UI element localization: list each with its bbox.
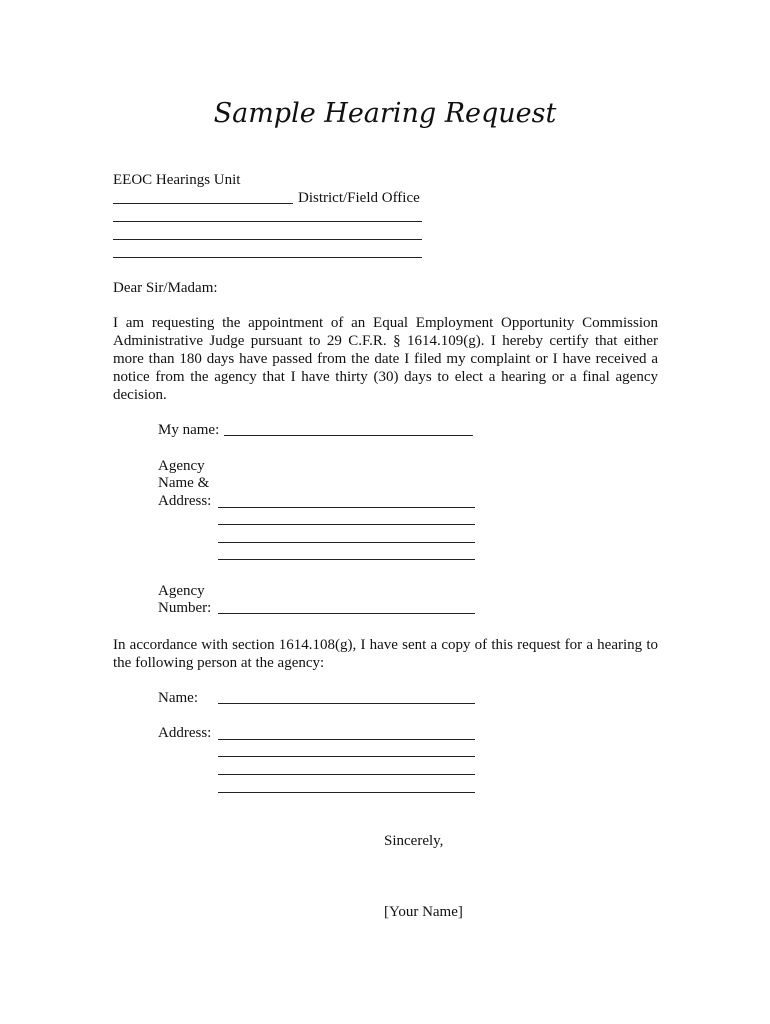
agency-label-3: Address: — [158, 493, 212, 509]
contact-address-line-1[interactable] — [218, 739, 475, 740]
office-label: District/Field Office — [298, 190, 420, 206]
agency-label-2: Name & — [158, 475, 210, 491]
my-name-label: My name: — [158, 422, 220, 438]
closing: Sincerely, — [384, 833, 444, 849]
agency-address-line-4[interactable] — [218, 559, 475, 560]
contact-name-line[interactable] — [218, 703, 475, 704]
agency-address-line-3[interactable] — [218, 542, 475, 543]
contact-address-label: Address: — [158, 725, 212, 741]
office-name-line[interactable] — [113, 203, 293, 204]
contact-name-label: Name: — [158, 690, 198, 706]
agency-address-line-1[interactable] — [218, 507, 475, 508]
agency-address-line-2[interactable] — [218, 524, 475, 525]
my-name-line[interactable] — [224, 435, 473, 436]
agency-number-line[interactable] — [218, 613, 475, 614]
signature-name: [Your Name] — [384, 904, 463, 920]
contact-address-line-2[interactable] — [218, 756, 475, 757]
agency-number-label-1: Agency — [158, 583, 205, 599]
contact-address-line-4[interactable] — [218, 792, 475, 793]
copy-paragraph: In accordance with section 1614.108(g), I have sent a copy of this request for a hearing to the following person at the agency: — [113, 637, 658, 671]
address-line-3[interactable] — [113, 257, 422, 258]
agency-number-label-2: Number: — [158, 600, 212, 616]
request-paragraph: I am requesting the appointment of an Equal Employment Opportunity Commission Administrative Judge pursuant to 29 C.F.R. § 1614.109(g). I hereby certify that either more than 180 days have passed from the date I filed my complaint or I have received a notice from the agency that I have thirty (30) days to elect a hearing or a final agency decision. — [113, 315, 658, 403]
contact-address-line-3[interactable] — [218, 774, 475, 775]
salutation: Dear Sir/Madam: — [113, 280, 218, 296]
addressee-unit: EEOC Hearings Unit — [113, 172, 241, 188]
agency-label-1: Agency — [158, 458, 205, 474]
address-line-1[interactable] — [113, 221, 422, 222]
address-line-2[interactable] — [113, 239, 422, 240]
document-title: Sample Hearing Request — [213, 98, 557, 129]
